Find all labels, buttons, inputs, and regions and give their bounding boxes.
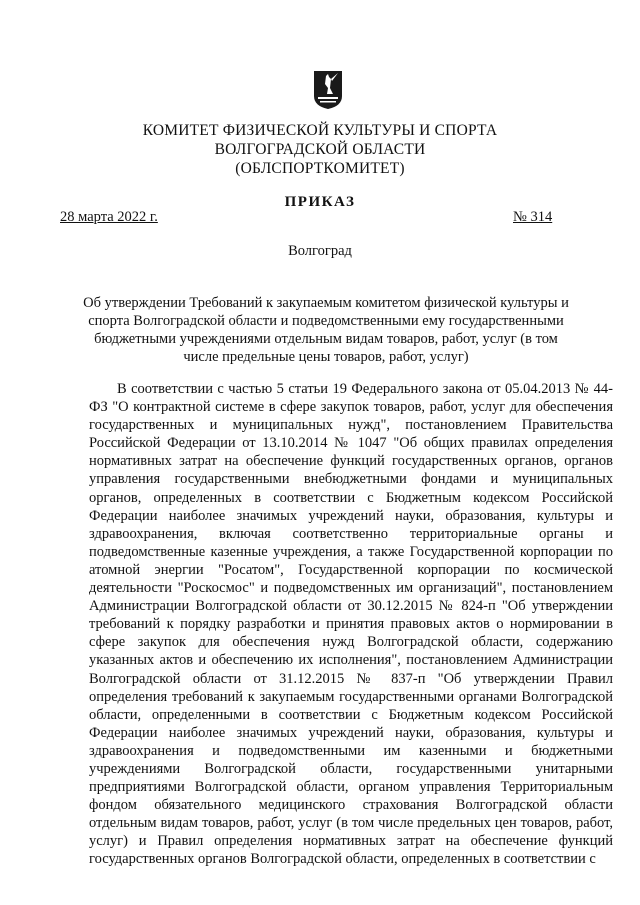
order-subject: Об утверждении Требований к закупаемым комитетом физической культуры и спорта Волгоградской области и подведомственными ему государственными бюджетными учреждениями отдельным видам товаров, работ, услуг (в том числе предельные цены товаров, работ, услуг) [83, 295, 569, 365]
org-line-2: ВОЛГОГРАДСКОЙ ОБЛАСТИ [214, 141, 426, 158]
org-line-3: (ОБЛСПОРТКОМИТЕТ) [235, 160, 405, 177]
order-body-paragraph: В соответствии с частью 5 статьи 19 Федерального закона от 05.04.2013 № 44-ФЗ "О контрактной системе в сфере закупок товаров, работ, услуг для обеспечения государственных и муниципальных нужд", постановлением Правительства Российской Федерации от 13.10.2014 № 1047 "Об общих правилах определения нормативных затрат на обеспечение функций государственных органов, органов управления государственными внебюджетными фондами и муниципальных органов, определенных в соответствии с Бюджетным кодексом Российской Федерации наиболее значимых учреждений науки, образования, культуры и здравоохранения, включая соответственно территориальные органы и подведомственные казенные учреждения, а также Государственной корпорации по атомной энергии "Росатом", Государственной корпорации по космической деятельности "Роскосмос" и подведомственных им организаций", постановлением Администрации Волгоградской области от 30.12.2015 № 824-п "Об утверждении требований к порядку разработки и принятия правовых актов о нормировании в сфере закупок для обеспечения нужд Волгоградской области, содержанию указанных актов и обеспечению их исполнения", постановлением Администрации Волгоградской области от 31.12.2015 № 837-п "Об утверждении Правил определения требований к закупаемым государственными органами Волгоградской области, определенными в соответствии с Бюджетным кодексом Российской Федерации наиболее значимых учреждений науки, образования, культуры и здравоохранения и подведомственными им казенными и бюджетными учреждениями Волгоградской области, государственными унитарными предприятиями Волгоградской области, органом управления Территориальным фондом обязательного медицинского страхования Волгоградской области отдельным видам товаров, работ, услуг (в том числе предельных цен товаров, работ, услуг) и Правил определения нормативных затрат на обеспечение функций государственных органов Волгоградской области, определенных в соответствии с [89, 381, 613, 868]
volgograd-coat-of-arms-icon [313, 70, 343, 110]
org-line-1: КОМИТЕТ ФИЗИЧЕСКОЙ КУЛЬТУРЫ И СПОРТА [142, 122, 498, 139]
order-title: ПРИКАЗ [284, 194, 356, 210]
order-city: Волгоград [288, 243, 352, 259]
order-date: 28 марта 2022 г. [60, 209, 158, 225]
order-number: № 314 [513, 209, 553, 225]
organization-name [0, 121, 640, 178]
